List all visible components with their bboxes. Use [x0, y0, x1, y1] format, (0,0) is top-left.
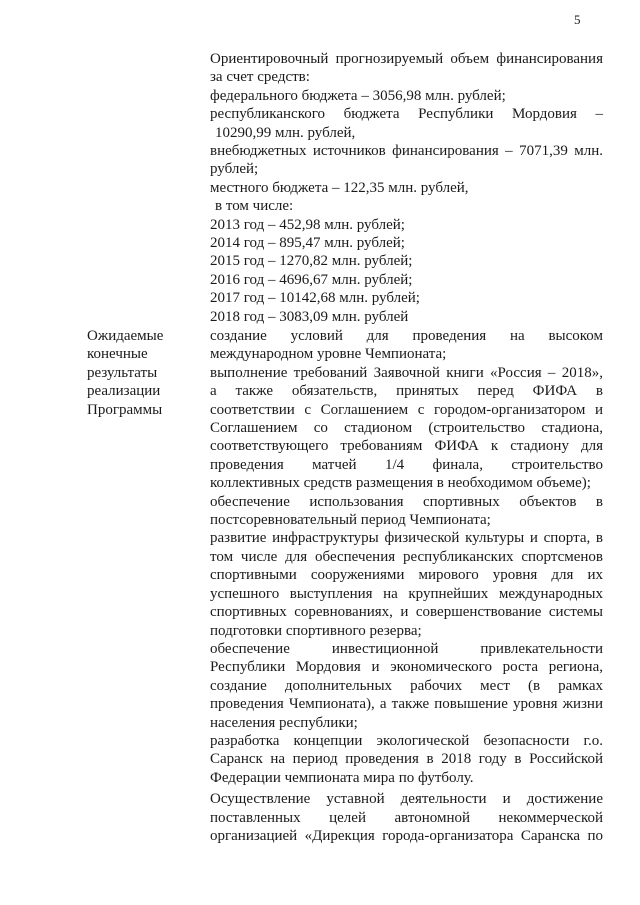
text-line: обеспечение использования спортивных объектов в [210, 493, 603, 510]
text-line: в том числе: [215, 198, 294, 215]
text-line: соответствии с Соглашением с городом-организатором и [210, 401, 603, 418]
text-line: обеспечение инвестиционной привлекательности [210, 640, 603, 657]
text-line: 2018 год – 3083,09 млн. рублей [210, 308, 409, 325]
text-line: организацией «Дирекция города-организатора Саранска по [210, 827, 603, 844]
text-line: 2017 год – 10142,68 млн. рублей; [210, 290, 420, 307]
results-text [210, 327, 603, 845]
text-line: международном уровне Чемпионата; [210, 346, 447, 363]
text-line: постсоревновательный период Чемпионата; [210, 512, 491, 529]
label-line: Ожидаемые [87, 328, 164, 344]
text-line: Республики Мордовия и экономического роста региона, [210, 659, 603, 676]
text-line: внебюджетных источников финансирования – 7071,39 млн. [210, 143, 603, 160]
text-line: успешного выступления на крупнейших международных [210, 585, 603, 602]
text-line: республиканского бюджета Республики Мордовия – [210, 106, 603, 123]
text-line: разработка концепции экологической безопасности г.о. [210, 732, 603, 749]
text-line: населения республики; [210, 714, 358, 731]
text-line: поставленных целей автономной некоммерческой [210, 809, 603, 826]
text-line: выполнение требований Заявочной книги «Россия – 2018», [210, 364, 603, 381]
label-line: конечные [87, 346, 148, 363]
text-line: а также обязательств, принятых перед ФИФА в [210, 383, 603, 400]
text-line: коллективных средств размещения в необходимом объеме); [210, 475, 591, 492]
text-line: развитие инфраструктуры физической культуры и спорта, в [210, 530, 603, 547]
text-line: 2014 год – 895,47 млн. рублей; [210, 235, 405, 252]
results-label [87, 327, 207, 419]
funding-text [210, 50, 603, 326]
text-line: проведения матчей 1/4 финала, строительство [210, 456, 603, 473]
label-line: Программы [87, 401, 163, 418]
text-line: Осуществление уставной деятельности и достижение [210, 791, 603, 808]
label-line: реализации [87, 383, 161, 400]
text-line: проведения Чемпионата), а также повышение уровня жизни [210, 696, 603, 713]
text-line: Ориентировочный прогнозируемый объем финансирования [210, 51, 603, 67]
text-line: 2015 год – 1270,82 млн. рублей; [210, 253, 413, 270]
text-line: спортивными сооружениями мирового уровня для их [210, 567, 603, 584]
text-line: 10290,99 млн. рублей, [215, 124, 356, 141]
text-line: федерального бюджета – 3056,98 млн. рублей; [210, 87, 506, 104]
text-line: создание условий для проведения на высоком [210, 328, 603, 344]
text-line: 2016 год – 4696,67 млн. рублей; [210, 271, 413, 288]
text-line: местного бюджета – 122,35 млн. рублей, [210, 179, 469, 196]
text-line: Соглашением со стадионом (строительство стадиона, [210, 420, 603, 437]
label-line: результаты [87, 364, 158, 381]
text-line: 2013 год – 452,98 млн. рублей; [210, 216, 405, 233]
text-line: рублей; [210, 161, 259, 178]
text-line: подготовки спортивного резерва; [210, 622, 422, 639]
text-line: создание дополнительных рабочих мест (в рамках [210, 677, 603, 694]
text-line: том числе для обеспечения республиканских спортсменов [210, 548, 603, 565]
text-line: Федерации чемпионата мира по футболу. [210, 769, 474, 786]
text-line: Саранск на период проведения в 2018 году в Российской [210, 751, 603, 768]
text-line: за счет средств: [210, 69, 310, 86]
text-line: соответствующего требованиям ФИФА к стадиону для [210, 438, 603, 455]
text-line: спортивных соревнованиях, и совершенствование системы [210, 604, 603, 621]
page-number: 5 [574, 12, 581, 27]
